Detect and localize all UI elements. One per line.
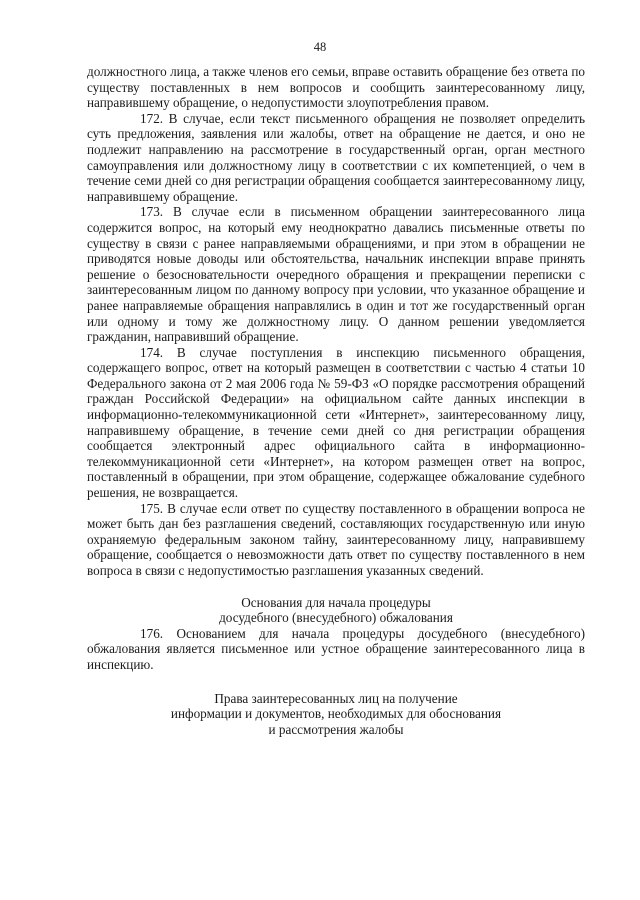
paragraph-176: 176. Основанием для начала процедуры досудебного (внесудебного) обжалования является письменное или устное обращение заинтересованного лица в инспекцию. xyxy=(87,625,585,672)
section-heading-line-1: Основания для начала процедуры xyxy=(241,594,431,610)
paragraph-continuation: должностного лица, а также членов его семьи, вправе оставить обращение без ответа по существу поставленных в нем вопросов и сообщить заинтересованному лицу, направившему обращение, о недопустимости злоупотребления правом. xyxy=(87,64,585,111)
spacer xyxy=(87,673,585,691)
paragraph-173: 173. В случае если в письменном обращении заинтересованного лица содержится вопрос, на который ему неоднократно давались письменные ответы по существу в связи с ранее направляемыми обращениями, и при этом в обращении не приводятся новые доводы или обстоятельства, начальник инспекции вправе принять решение о безосновательности очередного обращения и прекращении переписки с заинтересованным лицом по данному вопросу при условии, что указанное обращение и ранее направляемые обращения направлялись в один и тот же государственный орган или одному и тому же должностному лицу. О данном решении уведомляется гражданин, направивший обращение. xyxy=(87,204,585,345)
paragraph-175: 175. В случае если ответ по существу поставленного в обращении вопроса не может быть дан без разглашения сведений, составляющих государственную или иную охраняемую федеральным законом тайну, заинтересованному лицу, направившему обращение, сообщается о невозможности дать ответ по существу поставленного в нем вопроса в связи с недопустимостью разглашения указанных сведений. xyxy=(87,500,585,578)
paragraph-172: 172. В случае, если текст письменного обращения не позволяет определить суть предложения, заявления или жалобы, ответ на обращение не дается, и оно не подлежит направлению на рассмотрение в государственный орган, орган местного самоуправления или должностному лицу в соответствии с их компетенцией, о чем в течение семи дней со дня регистрации обращения сообщается заинтересованному лицу, направившему обращение. xyxy=(87,110,585,204)
page-number: 48 xyxy=(313,40,327,54)
section-heading-2-line-3: и рассмотрения жалобы xyxy=(268,721,404,737)
section-heading-line-2: досудебного (внесудебного) обжалования xyxy=(219,610,453,626)
spacer xyxy=(87,579,585,595)
section-heading-2-line-1: Права заинтересованных лиц на получение xyxy=(214,690,458,706)
document-body xyxy=(87,64,585,737)
section-heading-2-line-2: информации и документов, необходимых для обоснования xyxy=(170,706,502,722)
paragraph-174: 174. В случае поступления в инспекцию письменного обращения, содержащего вопрос, ответ на который размещен в соответствии с частью 4 статьи 10 Федерального закона от 2 мая 2006 года № 59-ФЗ «О порядке рассмотрения обращений граждан Российской Федерации» на официальном сайте данных инспекции в информационно-телекоммуникационной сети «Интернет», заинтересованному лицу, направившему обращение, в течение семи дней со дня регистрации обращения сообщается электронный адрес официального сайта в информационно-телекоммуникационной сети «Интернет», на котором размещен ответ на вопрос, поставленный в обращении, при этом обращение, содержащее обжалование судебного решения, не возвращается. xyxy=(87,344,585,501)
